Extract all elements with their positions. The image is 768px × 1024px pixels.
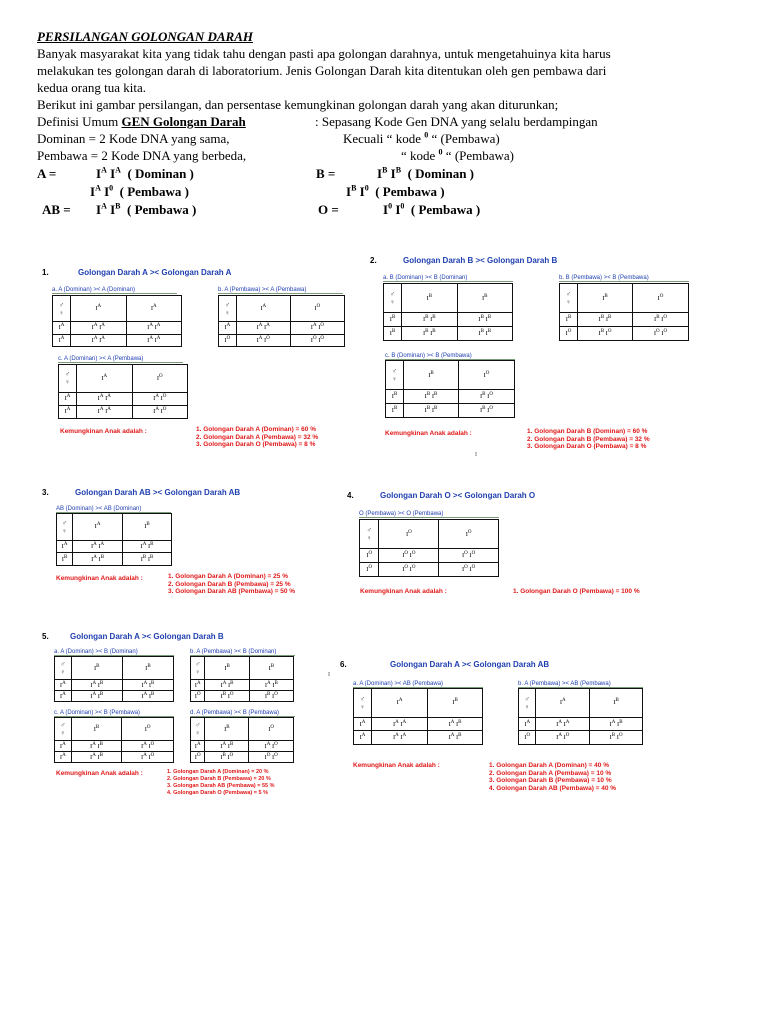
table-row [57,540,172,553]
punnett-1a [52,295,182,347]
section-3-subtitle: AB (Dominan) >< AB (Dominan) [56,506,171,513]
section-1-result-2: 2. Golongan Darah A (Pembawa) = 32 % [196,433,319,441]
section-1-result-label: Kemungkinan Anak adalah : [60,428,147,435]
sex-symbol-cell [53,296,71,322]
zero-mark-2: 0 [438,147,443,157]
kecuali-pre: Kecuali “ kode [343,131,425,146]
genotype-cell: $I^A$ $I^O$ [236,334,290,346]
allele-header-cell: $I^B$ [428,689,483,718]
table-row [191,752,294,763]
genotype-cell: $I^A$ $I^A$ [77,392,132,405]
section-6-result-1: 1. Golongan Darah A (Dominan) = 40 % [489,762,609,769]
allele-header-cell: $I^B$ [578,284,633,313]
male-icon: ♂ [565,290,572,299]
sex-symbol-cell [55,718,72,741]
kode-post: “ (Pembawa) [442,148,515,163]
genotype-cell: $I^O$ $I^O$ [632,327,688,341]
section-6-result-2: 2. Golongan Darah A (Pembawa) = 10 % [489,769,612,777]
intro-line-3: kedua orang tua kita. [37,80,147,95]
table-row [191,691,294,702]
section-1-result-1: 1. Golongan Darah A (Dominan) = 60 % [196,426,316,433]
sex-symbol-cell [386,361,404,390]
section-3-number: 3. [42,488,49,497]
allele-row-header: $I^B$ [384,313,402,327]
genotype-cell: $I^A$ $I^B$ [205,741,249,752]
section-5c-subtitle: c. A (Dominan) >< B (Pembawa) [54,710,174,717]
section-6-results [489,762,616,792]
dominan-definition: Dominan = 2 Kode DNA yang sama, [37,131,230,146]
allele-row-header: $I^B$ [386,390,404,404]
definition-colon: : Sepasang Kode Gen DNA yang selalu berdampingan [315,114,598,129]
genotype-cell: $I^O$ $I^O$ [249,752,294,763]
female-icon: ♀ [359,702,366,711]
table-row [384,327,513,341]
genotype-cell: $I^B$ $I^B$ [578,313,633,327]
female-icon: ♀ [195,668,201,677]
allele-row-header: $I^B$ [57,553,73,566]
genotype-cell: $I^A$ $I^A$ [126,334,181,346]
allele-header-cell: $I^O$ [439,520,499,549]
female-icon: ♀ [565,298,572,307]
section-2-result-1: 1. Golongan Darah B (Dominan) = 60 % [527,428,648,435]
genotype-cell: $I^A$ $I^B$ [71,741,122,752]
allele-header-cell: $I^O$ [290,296,344,322]
section-2-number: 2. [370,256,377,265]
allele-row-header: $I^A$ [55,752,72,763]
female-icon: ♀ [389,298,396,307]
section-1-result-3: 3. Golongan Darah O (Pembawa) = 8 % [196,441,316,448]
allele-row-header: $I^B$ [386,404,404,418]
allele-header-cell: $I^B$ [457,284,512,313]
male-icon: ♂ [64,370,71,379]
allele-row-header: $I^O$ [560,327,578,341]
section-3-result-2: 2. Golongan Darah B (Pembawa) = 25 % [168,580,291,588]
punnett-6a [353,688,483,745]
allele-row-header: $I^A$ [519,717,536,731]
allele-row-header: $I^A$ [191,741,205,752]
table-row [59,392,188,405]
table-row [191,680,294,691]
genotype-cell: $I^A$ $I^B$ [73,553,123,566]
genotype-cell: $I^O$ $I^O$ [439,549,499,563]
punnett-5b [190,656,294,702]
table-row [360,549,499,563]
genotype-cell: $I^A$ $I^A$ [372,717,428,731]
allele-header-cell: $I^B$ [404,361,459,390]
allele-row-header: $I^A$ [354,731,372,745]
genotype-cell: $I^B$ $I^B$ [402,313,457,327]
genotype-cell: $I^B$ $I^O$ [249,691,293,702]
section-5-title: Golongan Darah A >< Golongan Darah B [70,632,224,641]
section-4-result-label: Kemungkinan Anak adalah : [360,588,447,595]
female-icon: ♀ [391,375,398,384]
table-row [57,553,172,566]
table-row [360,563,499,577]
section-6a-subtitle: a. A (Dominan) >< AB (Pembawa) [353,681,483,688]
allele-row-header: $I^O$ [360,563,379,577]
pembawa-definition: Pembawa = 2 Kode DNA yang berbeda, [37,148,247,163]
allele-header-cell: $I^A$ [77,365,132,393]
section-5-number: 5. [42,632,49,641]
section-2-results [527,428,650,451]
allele-header-cell: $I^B$ [71,657,122,680]
female-icon: ♀ [61,526,68,535]
sex-symbol-cell [519,689,536,718]
section-4-result-1: 1. Golongan Darah O (Pembawa) = 100 % [513,588,640,595]
allele-row-header: $I^A$ [53,334,71,346]
genotype-b-dominan: $I^B$ $I^B$ ( Dominan ) [377,165,475,181]
punnett-1b [218,295,345,347]
table-row [53,322,182,334]
section-2a-subtitle: a. B (Dominan) >< B (Dominan) [383,275,513,282]
sex-symbol-cell [360,520,379,549]
section-4-subtitle: O (Pembawa) >< O (Pembawa) [359,511,499,518]
punnett-4 [359,519,499,577]
section-6-number: 6. [340,660,347,669]
allele-row-header: $I^A$ [57,540,73,553]
section-5-result-1: 1. Golongan Darah A (Dominan) = 20 % [167,769,269,775]
genotype-cell: $I^A$ $I^B$ [249,680,293,691]
genotype-cell: $I^A$ $I^B$ [71,691,122,702]
section-1-title: Golongan Darah A >< Golongan Darah A [78,268,232,277]
intro-line-1: Banyak masyarakat kita yang tidak tahu dengan pasti apa golongan darahnya, untuk mengetahuinya kita harus [37,46,611,61]
punnett-3 [56,513,172,566]
allele-header-cell: $I^A$ [71,296,126,322]
genotype-cell: $I^A$ $I^B$ [122,691,173,702]
allele-header-cell: $I^A$ [372,689,428,718]
male-icon: ♂ [61,518,68,527]
allele-header-cell: $I^O$ [122,718,174,741]
genotype-a-dominan: $I^A$ $I^A$ ( Dominan ) [96,165,194,181]
allele-row-header: $I^A$ [191,680,205,691]
allele-header-cell: $I^O$ [458,361,514,390]
genotype-b-pembawa: $I^B$ $I^0$ ( Pembawa ) [346,183,445,199]
punnett-2c [385,360,515,418]
kode-definition [401,147,514,164]
genotype-cell: $I^A$ $I^B$ [123,540,172,553]
section-5-result-2: 2. Golongan Darah B (Pembawa) = 20 % [167,776,271,782]
table-row [219,334,345,346]
sex-symbol-cell [191,657,205,680]
female-icon: ♀ [366,534,372,543]
male-icon: ♂ [60,721,66,730]
sex-symbol-cell [219,296,237,322]
female-icon: ♀ [195,729,201,738]
table-row [191,741,294,752]
kecuali-post: “ (Pembawa) [428,131,500,146]
genotype-cell: $I^B$ $I^O$ [590,731,643,745]
genotype-cell: $I^A$ $I^O$ [132,392,187,405]
allele-header-cell: $I^A$ [536,689,590,718]
genotype-ab-pembawa: $I^A$ $I^B$ ( Pembawa ) [96,201,197,217]
allele-row-header: $I^O$ [191,691,205,702]
allele-header-cell: $I^A$ [126,296,181,322]
punnett-2a [383,283,513,341]
definition-term: GEN Golongan Darah [121,114,246,129]
genotype-a-pembawa: $I^A$ $I^0$ ( Pembawa ) [90,183,189,199]
section-5-result-4: 4. Golongan Darah O (Pembawa) = 5 % [167,790,269,796]
table-row [55,752,174,763]
sex-symbol-cell [191,718,205,741]
male-icon: ♂ [224,300,230,309]
genotype-cell: $I^B$ $I^O$ [458,390,514,404]
genotype-cell: $I^A$ $I^B$ [205,680,249,691]
genotype-cell: $I^A$ $I^O$ [536,731,590,745]
kecuali-definition [343,130,500,147]
table-row [55,680,174,691]
allele-header-cell: $I^B$ [205,657,249,680]
section-2b-subtitle: b. B (Pembawa) >< B (Pembawa) [559,275,689,282]
table-row [519,731,643,745]
section-3-results [168,573,295,596]
allele-row-header: $I^A$ [55,680,72,691]
male-icon: ♂ [391,367,398,376]
allele-header-cell: $I^B$ [590,689,643,718]
sex-symbol-cell [354,689,372,718]
section-3-result-label: Kemungkinan Anak adalah : [56,575,143,582]
genotype-cell: $I^A$ $I^A$ [77,405,132,418]
female-icon: ♀ [524,702,530,711]
genotype-cell: $I^B$ $I^B$ [404,404,459,418]
allele-row-header: $I^O$ [219,334,237,346]
genotype-cell: $I^B$ $I^O$ [578,327,633,341]
male-icon: ♂ [389,290,396,299]
section-6b-subtitle: b. A (Pembawa) >< AB (Pembawa) [518,681,643,688]
table-row [219,322,345,334]
allele-header-cell: $I^O$ [379,520,439,549]
allele-row-header: $I^A$ [53,322,71,334]
genotype-cell: $I^A$ $I^O$ [132,405,187,418]
kode-pre: “ kode [401,148,439,163]
table-row [519,717,643,731]
section-6-title: Golongan Darah A >< Golongan Darah AB [390,660,550,669]
genotype-o-label: O = [318,202,339,217]
section-2c-subtitle: c. B (Dominan) >< B (Pembawa) [385,353,515,360]
genotype-cell: $I^B$ $I^O$ [205,752,249,763]
genotype-cell: $I^A$ $I^O$ [249,741,294,752]
genotype-cell: $I^B$ $I^B$ [402,327,457,341]
punnett-5a [54,656,174,702]
section-2-title: Golongan Darah B >< Golongan Darah B [403,256,558,265]
stray-mark-2: I [328,672,330,678]
section-3-title: Golongan Darah AB >< Golongan Darah AB [75,488,241,497]
table-row [384,313,513,327]
sex-symbol-cell [55,657,72,680]
section-6-result-4: 4. Golongan Darah AB (Pembawa) = 40 % [489,784,617,792]
allele-row-header: $I^A$ [59,405,77,418]
genotype-cell: $I^B$ $I^O$ [205,691,249,702]
genotype-cell: $I^B$ $I^O$ [458,404,514,418]
male-icon: ♂ [359,694,366,703]
genotype-cell: $I^A$ $I^A$ [372,731,428,745]
genotype-cell: $I^A$ $I^A$ [236,322,290,334]
allele-row-header: $I^B$ [384,327,402,341]
allele-header-cell: $I^O$ [249,718,294,741]
allele-row-header: $I^A$ [55,691,72,702]
section-5b-subtitle: b. A (Pembawa) >< B (Dominan) [190,649,295,656]
allele-header-cell: $I^B$ [249,657,293,680]
table-row [560,313,689,327]
allele-row-header: $I^O$ [191,752,205,763]
genotype-cell: $I^A$ $I^A$ [73,540,123,553]
table-row [354,731,483,745]
allele-row-header: $I^A$ [219,322,237,334]
allele-header-cell: $I^A$ [73,514,123,541]
genotype-cell: $I^A$ $I^A$ [71,322,126,334]
section-4-results [513,588,640,596]
genotype-cell: $I^B$ $I^B$ [457,313,512,327]
punnett-5c [54,717,174,763]
section-6-result-3: 3. Golongan Darah B (Pembawa) = 10 % [489,777,612,784]
genotype-b-label: B = [316,166,336,181]
section-5-result-label: Kemungkinan Anak adalah : [56,770,143,777]
genotype-cell: $I^O$ $I^O$ [379,549,439,563]
zero-mark: 0 [424,130,429,140]
allele-header-cell: $I^A$ [236,296,290,322]
genotype-cell: $I^B$ $I^B$ [404,390,459,404]
male-icon: ♂ [58,300,65,309]
genotype-cell: $I^O$ $I^O$ [439,563,499,577]
page-title: PERSILANGAN GOLONGAN DARAH [37,29,253,44]
genotype-cell: $I^A$ $I^B$ [71,752,122,763]
section-2-result-3: 3. Golongan Darah O (Pembawa) = 8 % [527,443,647,450]
allele-header-cell: $I^B$ [123,514,172,541]
genotype-cell: $I^B$ $I^B$ [123,553,172,566]
table-row [55,741,174,752]
allele-row-header: $I^A$ [59,392,77,405]
table-row [354,717,483,731]
genotype-cell: $I^A$ $I^A$ [126,322,181,334]
sex-symbol-cell [57,514,73,541]
genotype-cell: $I^O$ $I^O$ [290,334,344,346]
section-5-result-3: 3. Golongan Darah AB (Pembawa) = 55 % [167,783,275,789]
genotype-cell: $I^A$ $I^O$ [290,322,344,334]
punnett-6b [518,688,643,745]
male-icon: ♂ [60,660,66,669]
female-icon: ♀ [60,668,66,677]
allele-header-cell: $I^B$ [205,718,249,741]
allele-row-header: $I^B$ [560,313,578,327]
genotype-cell: $I^A$ $I^B$ [428,731,483,745]
allele-row-header: $I^O$ [519,731,536,745]
sex-symbol-cell [384,284,402,313]
section-2-result-2: 2. Golongan Darah B (Pembawa) = 32 % [527,435,650,443]
table-row [386,390,515,404]
table-row [386,404,515,418]
section-3-result-3: 3. Golongan Darah AB (Pembawa) = 50 % [168,588,296,595]
male-icon: ♂ [195,721,201,730]
allele-header-cell: $I^B$ [122,657,173,680]
allele-row-header: $I^A$ [354,717,372,731]
genotype-cell: $I^A$ $I^A$ [536,717,590,731]
genotype-cell: $I^A$ $I^B$ [590,717,643,731]
section-4-number: 4. [347,491,354,500]
genotype-ab-label: AB = [42,202,71,217]
allele-row-header: $I^O$ [360,549,379,563]
allele-header-cell: $I^O$ [132,365,187,393]
genotype-cell: $I^O$ $I^O$ [379,563,439,577]
punnett-5d [190,717,294,763]
male-icon: ♂ [366,526,372,535]
stray-mark: I [475,452,477,458]
section-3-result-1: 1. Golongan Darah A (Dominan) = 25 % [168,573,288,580]
genotype-cell: $I^A$ $I^B$ [71,680,122,691]
section-1-number: 1. [42,268,49,277]
allele-row-header: $I^A$ [55,741,72,752]
section-1b-subtitle: b. A (Pembawa) >< A (Pembawa) [218,287,343,294]
intro-line-2: melakukan tes golongan darah di laboratorium. Jenis Golongan Darah kita ditentukan oleh gen pembawa dari [37,63,607,78]
section-1-results [196,426,318,449]
table-row [59,405,188,418]
intro-line-4: Berikut ini gambar persilangan, dan persentase kemungkinan golongan darah yang akan diturunkan; [37,97,559,112]
punnett-2b [559,283,689,341]
section-2-result-label: Kemungkinan Anak adalah : [385,430,472,437]
allele-header-cell: $I^B$ [402,284,457,313]
genotype-cell: $I^A$ $I^B$ [428,717,483,731]
section-5-results [167,769,275,797]
genotype-a-label: A = [37,166,57,181]
section-1a-subtitle: a. A (Dominan) >< A (Dominan) [52,287,177,294]
allele-header-cell: $I^O$ [632,284,688,313]
female-icon: ♀ [60,729,66,738]
genotype-cell: $I^B$ $I^O$ [632,313,688,327]
table-row [53,334,182,346]
definition-prefix: Definisi Umum [37,114,122,129]
allele-header-cell: $I^B$ [71,718,122,741]
table-row [560,327,689,341]
genotype-cell: $I^A$ $I^B$ [122,680,173,691]
genotype-cell: $I^B$ $I^B$ [457,327,512,341]
table-row [55,691,174,702]
section-1c-subtitle: c. A (Dominan) >< A (Pembawa) [58,356,183,363]
section-6-result-label: Kemungkinan Anak adalah : [353,762,440,769]
male-icon: ♂ [524,694,530,703]
definition-line [37,113,246,130]
female-icon: ♀ [224,308,230,317]
genotype-cell: $I^A$ $I^O$ [122,752,174,763]
female-icon: ♀ [64,378,71,387]
section-5d-subtitle: d. A (Pembawa) >< B (Pembawa) [190,710,295,717]
sex-symbol-cell [560,284,578,313]
punnett-1c [58,364,188,419]
section-4-title: Golongan Darah O >< Golongan Darah O [380,491,536,500]
sex-symbol-cell [59,365,77,393]
female-icon: ♀ [58,308,65,317]
genotype-cell: $I^A$ $I^A$ [71,334,126,346]
genotype-cell: $I^A$ $I^O$ [122,741,174,752]
genotype-o-pembawa: $I^0$ $I^0$ ( Pembawa ) [383,201,481,217]
section-5a-subtitle: a. A (Dominan) >< B (Dominan) [54,649,174,656]
male-icon: ♂ [195,660,201,669]
